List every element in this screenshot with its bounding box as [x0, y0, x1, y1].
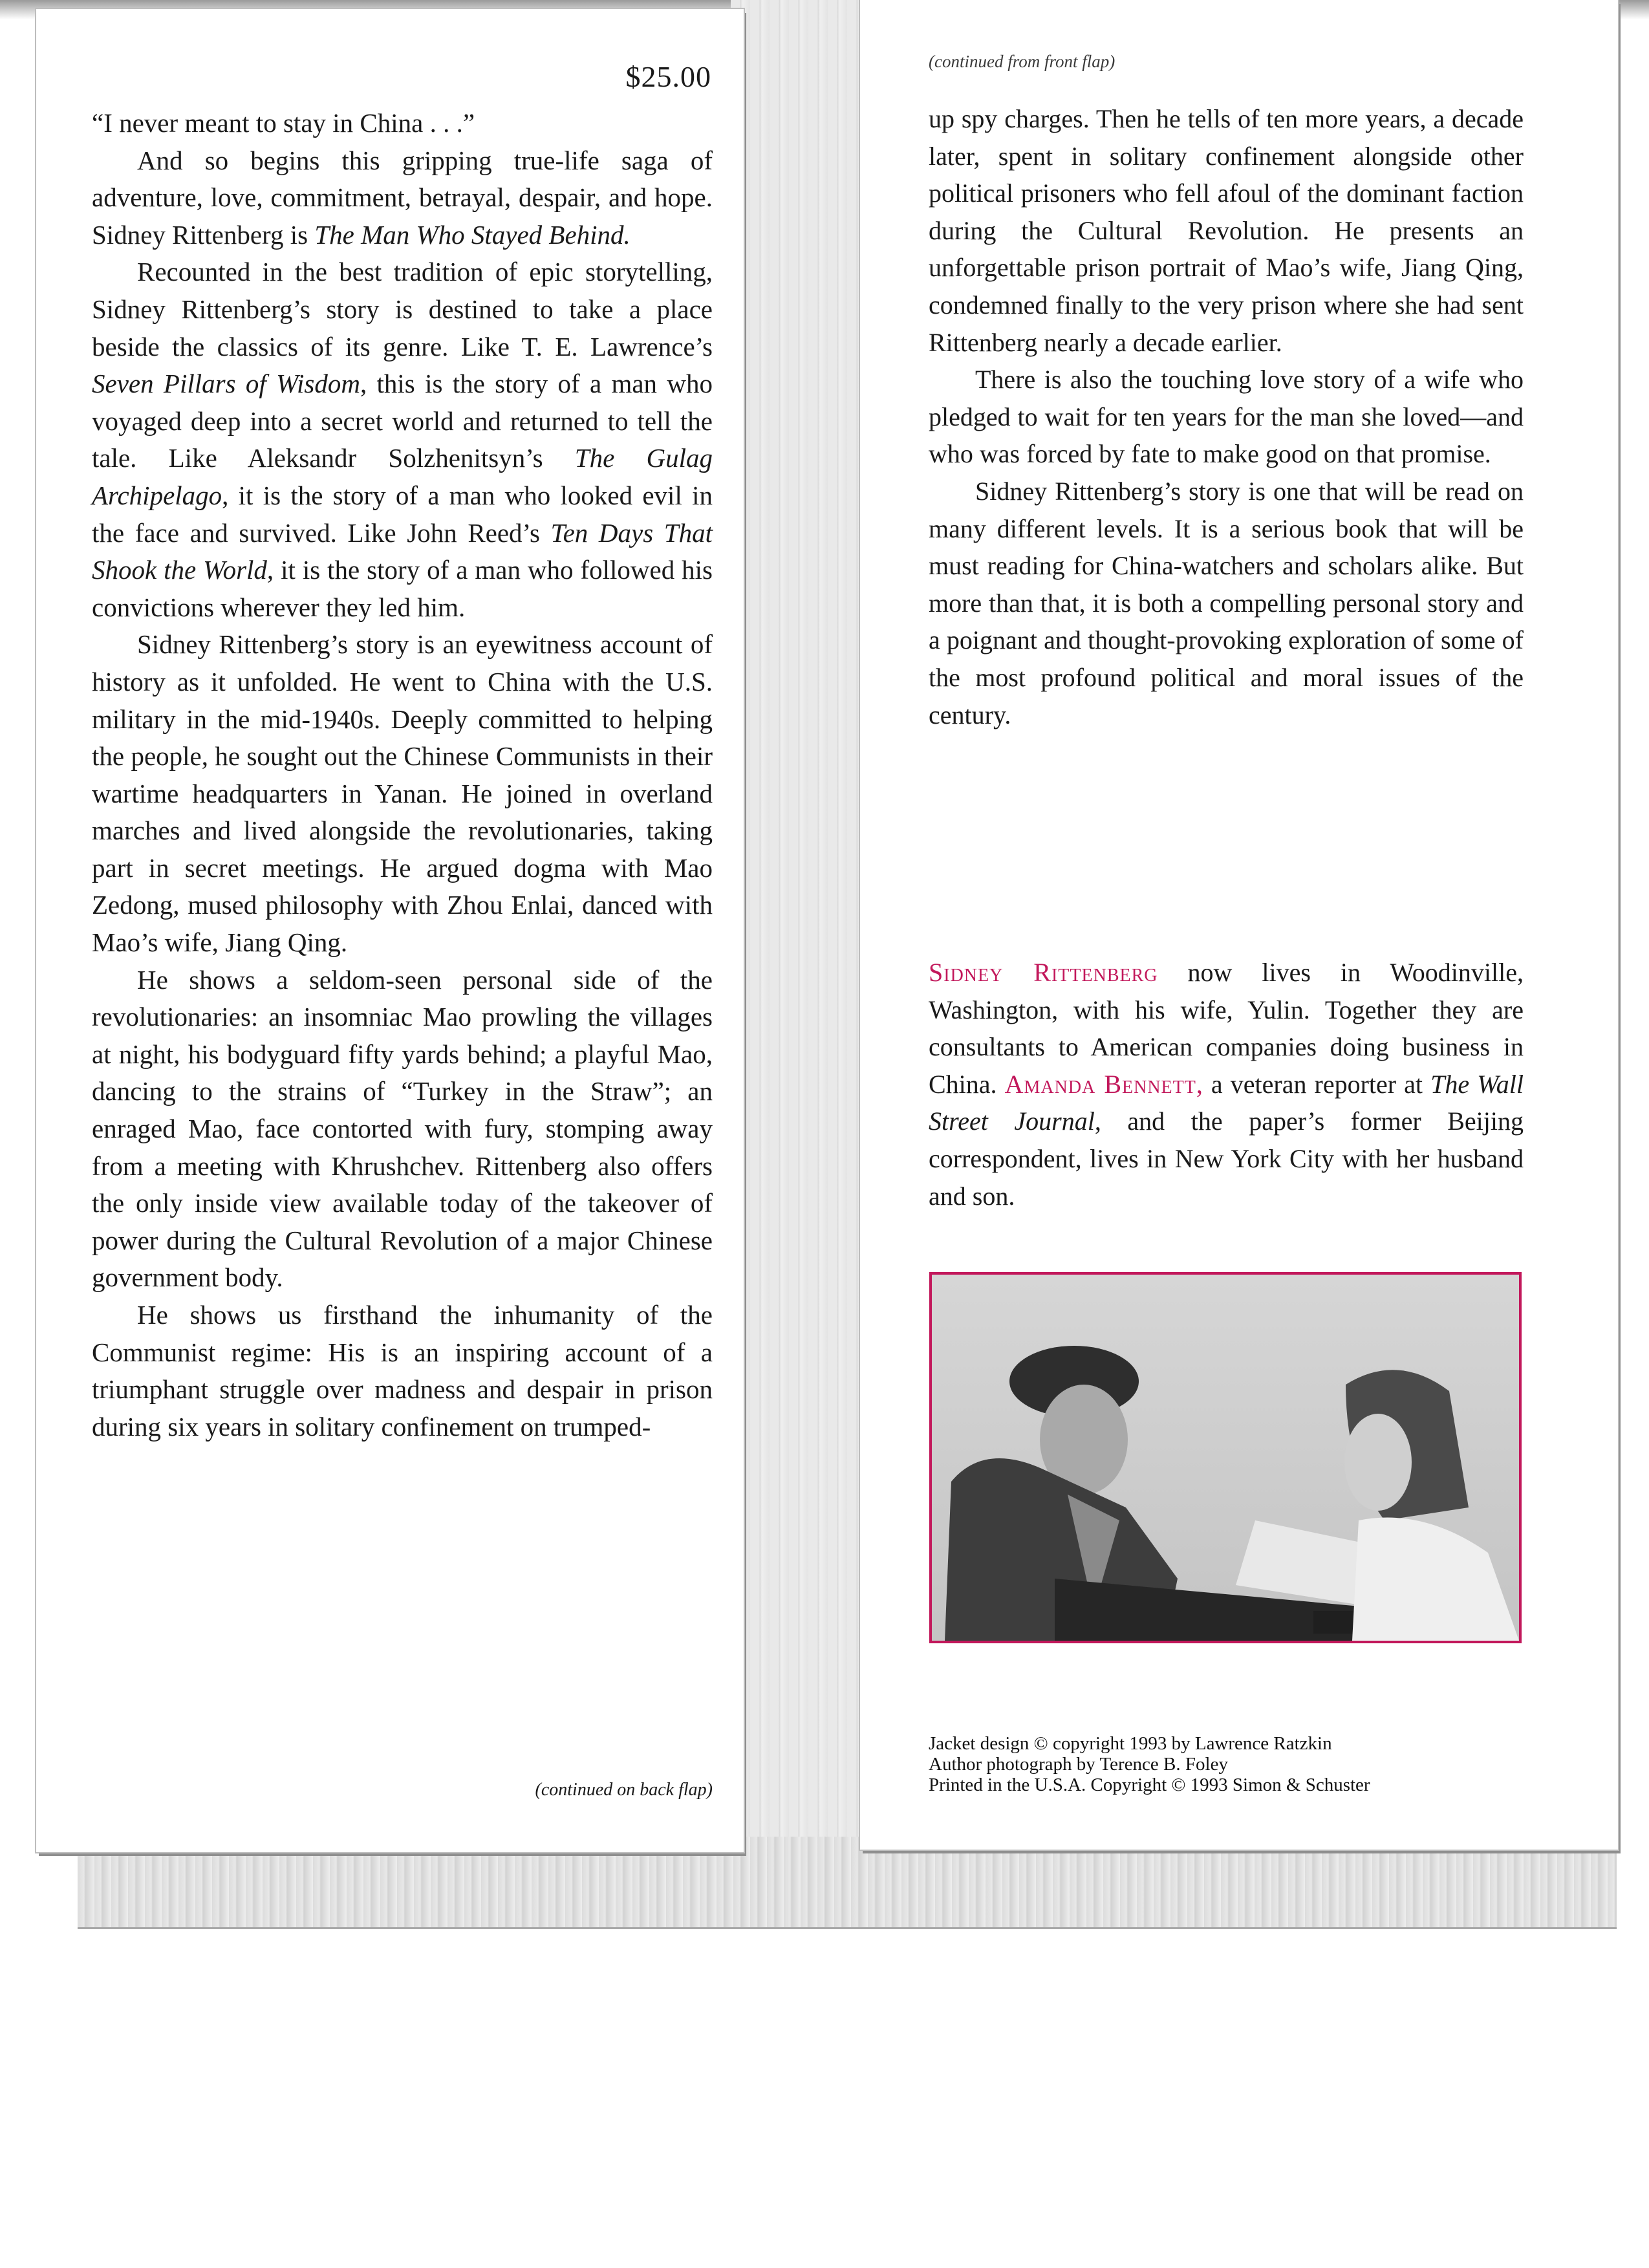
- paragraph: He shows us firsthand the inhumanity of the Communist regime: His is an inspiring account of a triumphant struggle over madness and despair in prison during six years in solitary confinement on trumped-: [92, 1300, 713, 1442]
- paragraph: Sidney Rittenberg’s story is one that will be read on many different levels. It is a serious book that will be must reading for China-watchers and scholars alike. But more than that, it is both a compelling personal story and a poignant and thought-provoking exploration of some of the most profound political and moral issues of the century.: [929, 476, 1524, 729]
- publication-title: The Wall Street Journal: [929, 1069, 1524, 1136]
- author-name: Sidney Rittenberg: [929, 958, 1158, 987]
- paragraph: Recounted in the best tradition of epic storytelling, Sidney Rittenberg’s story is destined to take a place beside the classics of its genre. Like T. E. Lawrence’s Seven Pillars of Wisdom, this is the story of a man who voyaged deep into a secret world and returned to tell the tale. Like Aleksandr Solzhenitsyn’s The Gulag Archipelago, it is the story of a man who looked evil in the face and survived. Like John Reed’s Ten Days That Shook the World, it is the story of a man who followed his convictions wherever they led him.: [92, 257, 713, 622]
- paragraph: up spy charges. Then he tells of ten more years, a decade later, spent in solitary confinement alongside other political prisoners who fell afoul of the dominant faction during the Cultural Revolution. He presents an unforgettable prison portrait of Mao’s wife, Jiang Qing, condemned finally to the very prison where she had sent Rittenberg nearly a decade earlier.: [929, 104, 1524, 357]
- credit-line: Author photograph by Terence B. Foley: [929, 1754, 1228, 1775]
- front-flap-copy: [92, 105, 713, 1445]
- jacket-credits: [929, 1733, 1370, 1795]
- continued-on-back-flap-note: (continued on back flap): [535, 1780, 713, 1800]
- author-photo-image: [932, 1275, 1519, 1641]
- book-title: The Man Who Stayed Behind.: [314, 219, 630, 250]
- front-flap: [36, 9, 744, 1852]
- back-flap: [860, 0, 1618, 1850]
- credit-line: Jacket design © copyright 1993 by Lawrence Ratzkin: [929, 1733, 1332, 1754]
- author-photograph: [929, 1272, 1522, 1643]
- credit-line: Printed in the U.S.A. Copyright © 1993 Simon & Schuster: [929, 1775, 1370, 1795]
- book-title: The Gulag Archipelago: [92, 443, 713, 510]
- coauthor-name: Amanda Bennett,: [1004, 1069, 1203, 1099]
- paragraph: Sidney Rittenberg’s story is an eyewitness account of history as it unfolded. He went to China with the U.S. military in the mid-1940s. Deeply committed to helping the people, he sought out the Chinese Communists in their wartime headquarters in Yanan. He joined in overland marches and lived alongside the revolutionaries, taking part in secret meetings. He argued dogma with Mao Zedong, mused philosophy with Zhou Enlai, danced with Mao’s wife, Jiang Qing.: [92, 629, 713, 958]
- bio-paragraph: Sidney Rittenberg now lives in Woodinville, Washington, with his wife, Yulin. Together they are consultants to American companies doing business in China. Amanda Bennett, a veteran reporter at The Wall Street Journal, and the paper’s former Beijing correspondent, lives in New York City with her husband and son.: [929, 958, 1524, 1211]
- author-bio: [929, 954, 1524, 1215]
- paragraph: He shows a seldom-seen personal side of the revolutionaries: an insomniac Mao prowling the villages at night, his bodyguard fifty yards behind; a playful Mao, dancing to the strains of “Turkey in the Straw”; an enraged Mao, face contorted with fury, stomping away from a meeting with Khrushchev. Rittenberg also offers the only inside view available today of the takeover of power during the Cultural Revolution of a major Chinese government body.: [92, 964, 713, 1293]
- back-flap-copy: [929, 100, 1524, 733]
- paragraph: And so begins this gripping true-life saga of adventure, love, commitment, betrayal, despair, and hope. Sidney Rittenberg is The Man Who Stayed Behind.: [92, 145, 713, 250]
- book-spine-gap: [731, 0, 879, 1927]
- opening-quote: “I never meant to stay in China . . .”: [92, 108, 475, 138]
- book-title: Seven Pillars of Wisdom: [92, 369, 360, 399]
- price-label: $25.00: [625, 60, 711, 93]
- continued-from-front-flap-note: (continued from front flap): [929, 52, 1116, 71]
- paragraph: There is also the touching love story of a wife who pledged to wait for ten years for the man she loved—and who was forced by fate to make good on that promise.: [929, 365, 1524, 469]
- book-title: Ten Days That Shook the World: [92, 517, 713, 585]
